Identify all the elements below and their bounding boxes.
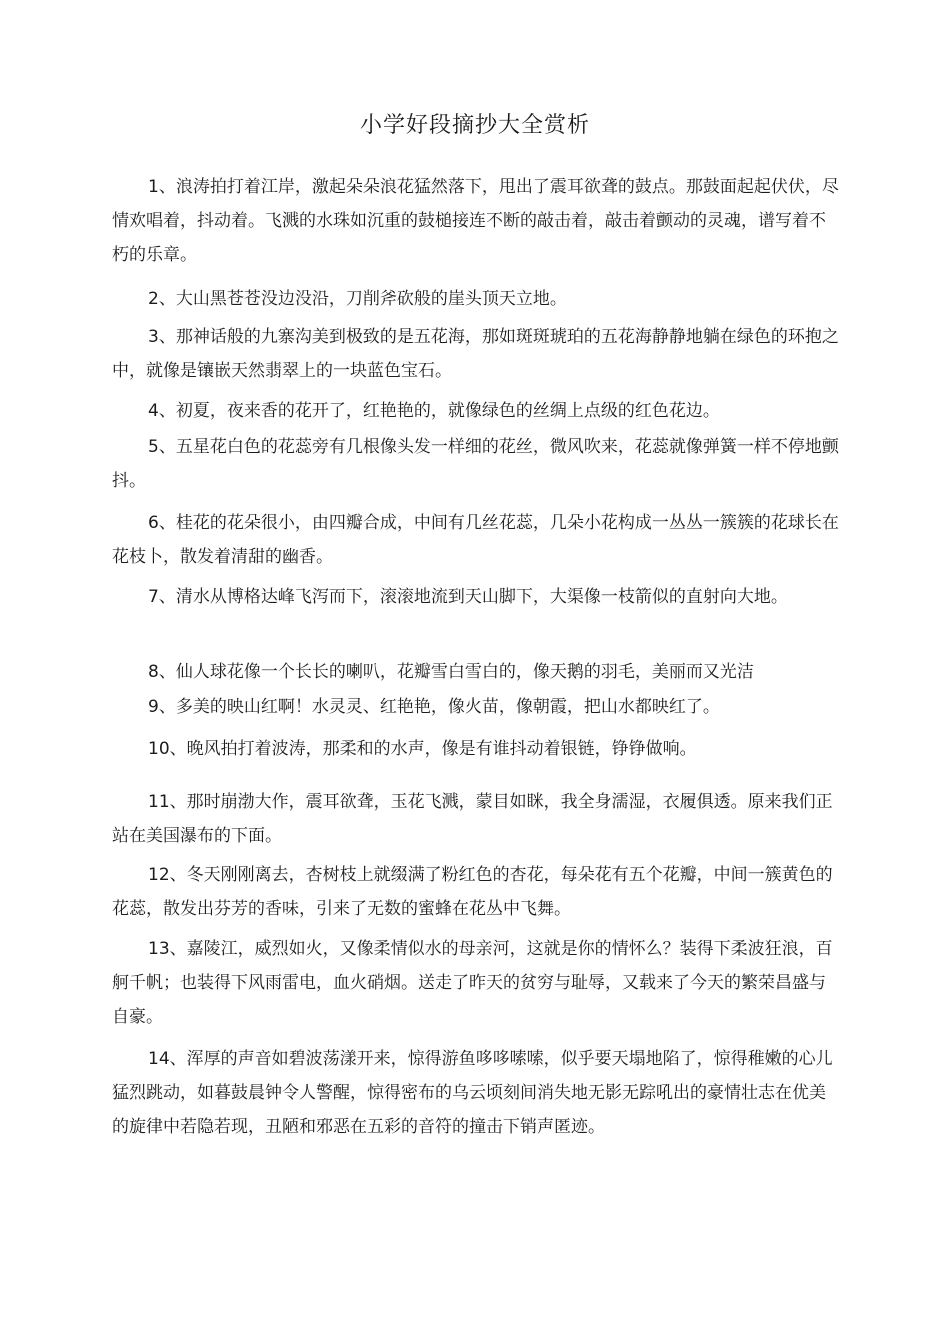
paragraph-12: 12、冬天刚刚离去，杏树枝上就缀满了粉红色的杏花，每朵花有五个花瓣，中间一簇黄色的花蕊，散发出芬芳的香味，引来了无数的蜜蜂在花丛中飞舞。 bbox=[112, 865, 833, 919]
paragraph-3: 3、那神话般的九寨沟美到极致的是五花海，那如斑斑琥珀的五花海静静地躺在绿色的环抱之中，就像是镶嵌天然翡翠上的一块蓝色宝石。 bbox=[112, 327, 839, 381]
paragraph-2: 2、大山黑苍苍没边没沿，刀削斧砍般的崖头顶天立地。 bbox=[148, 289, 567, 309]
paragraph-7: 7、清水从博格达峰飞泻而下，滚滚地流到天山脚下，大渠像一枝箭似的直射向大地。 bbox=[148, 587, 788, 607]
paragraph-5: 5、五星花白色的花蕊旁有几根像头发一样细的花丝，微风吹来，花蕊就像弹簧一样不停地颤抖。 bbox=[112, 437, 839, 491]
paragraph-8: 8、仙人球花像一个长长的喇叭，花瓣雪白雪白的，像天鹅的羽毛，美丽而又光洁 bbox=[148, 662, 754, 682]
paragraph-1: 1、浪涛拍打着江岸，激起朵朵浪花猛然落下，甩出了震耳欲聋的鼓点。那鼓面起起伏伏，尽情欢唱着，抖动着。飞溅的水珠如沉重的鼓槌接连不断的敲击着，敲击着颤动的灵魂，谱写着不朽的乐章。 bbox=[112, 177, 839, 265]
paragraph-11: 11、那时崩渤大作，震耳欲聋，玉花飞溅，蒙目如眯，我全身濡湿，衣履俱透。原来我们正站在美国瀑布的下面。 bbox=[112, 792, 833, 846]
paragraph-6: 6、桂花的花朵很小，由四瓣合成，中间有几丝花蕊，几朵小花构成一丛丛一簇簇的花球长在花枝卜，散发着清甜的幽香。 bbox=[112, 513, 839, 567]
document-title: 小学好段摘抄大全赏析 bbox=[359, 113, 590, 138]
paragraph-14: 14、浑厚的声音如碧波荡漾开来，惊得游鱼哆哆嗦嗦，似乎要天塌地陷了，惊得稚嫩的心儿猛烈跳动，如暮鼓晨钟令人警醒，惊得密布的乌云顷刻间消失地无影无踪吼出的豪情壮志在优美的旋律中若隐若现，丑陋和邪恶在五彩的音符的撞击下销声匿迹。 bbox=[112, 1049, 833, 1137]
paragraph-13: 13、嘉陵江，威烈如火，又像柔情似水的母亲河，这就是你的情怀么？装得下柔波狂浪，百舸千帆；也装得下风雨雷电，血火硝烟。送走了昨天的贫穷与耻辱，又载来了今天的繁荣昌盛与自豪。 bbox=[112, 939, 833, 1027]
paragraph-4: 4、初夏，夜来香的花开了，红艳艳的，就像绿色的丝绸上点级的红色花边。 bbox=[148, 401, 720, 421]
paragraph-10: 10、晚风拍打着波涛，那柔和的水声，像是有谁抖动着银链，铮铮做响。 bbox=[148, 739, 697, 759]
paragraph-9: 9、多美的映山红啊！水灵灵、红艳艳，像火苗，像朝霞，把山水都映红了。 bbox=[148, 697, 720, 717]
